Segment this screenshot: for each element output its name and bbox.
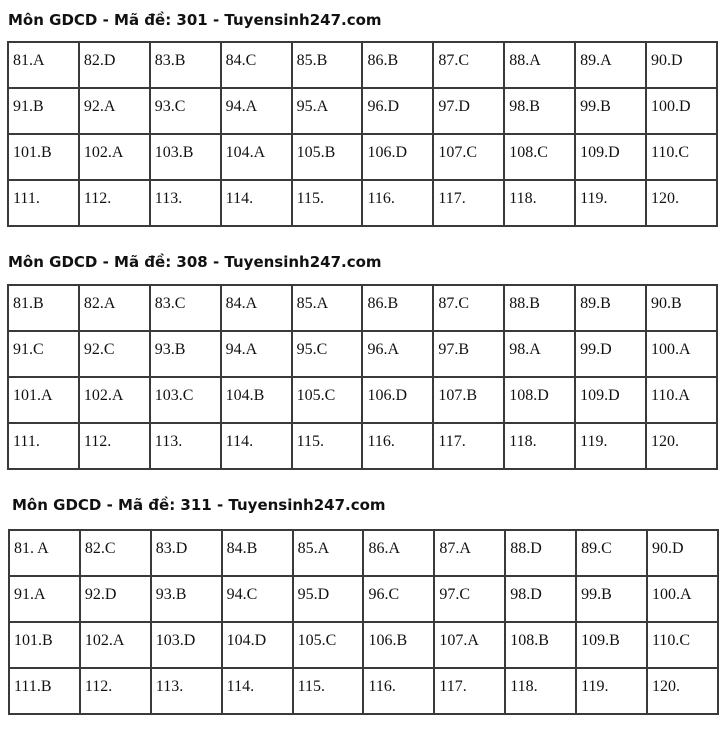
table-row [8,42,717,88]
answer-cell [8,377,79,423]
answer-cell [292,134,363,180]
answer-text: 97.C [439,586,471,603]
answer-cell [434,530,505,576]
answer-cell [363,576,434,622]
answer-text: 117. [439,678,467,695]
answer-cell [150,331,221,377]
answer-cell [647,576,718,622]
answer-text: 105.C [297,632,337,649]
answer-text: 118. [509,433,537,450]
answer-text: 111. [13,190,40,207]
answer-text: 98.A [509,341,541,358]
answer-text: 108.C [509,144,548,161]
answer-text: 93.C [154,98,186,115]
answer-cell [151,622,222,668]
answer-text: 93.B [155,586,187,603]
answer-text: 103.C [154,387,194,404]
answer-text: 99.D [580,341,612,358]
answer-cell [576,668,647,714]
answer-cell [79,285,150,331]
answer-cell [221,42,292,88]
answer-text: 104.A [225,144,266,161]
answer-cell [150,134,221,180]
answer-cell [79,180,150,226]
answer-cell [292,42,363,88]
answer-cell [433,423,504,469]
answer-cell [504,285,575,331]
answer-text: 109.B [581,632,620,649]
answer-text: 101.B [13,144,52,161]
answer-cell [504,377,575,423]
answer-text: 95.C [296,341,328,358]
answer-cell [433,331,504,377]
answer-cell [9,530,80,576]
answer-text: 103.D [155,632,196,649]
answer-cell [8,42,79,88]
answer-cell [222,622,293,668]
answer-cell [362,423,433,469]
answer-cell [150,180,221,226]
answer-text: 107.C [438,144,478,161]
answer-cell [575,88,646,134]
answer-text: 82.C [84,540,116,557]
answer-cell [151,530,222,576]
answer-text: 97.D [438,98,470,115]
answer-text: 113. [154,190,183,207]
answer-text: 102.A [83,144,124,161]
answer-text: 95.D [297,586,330,603]
answer-text: 109.D [580,144,620,161]
answer-text: 85.A [296,295,329,312]
answer-text: 90.D [651,52,683,69]
answer-text: 116. [367,190,395,207]
answer-text: 102.A [83,387,124,404]
answer-table [7,284,718,470]
answer-cell [504,423,575,469]
answer-text: 94.A [225,341,258,358]
answer-cell [433,285,504,331]
answer-cell [575,285,646,331]
answer-text: 93.B [154,341,186,358]
answer-text: 111. [13,433,40,450]
table-row [8,423,717,469]
answer-cell [221,423,292,469]
answer-cell [434,622,505,668]
answer-text: 96.A [367,341,400,358]
answer-cell [8,423,79,469]
answer-cell [79,134,150,180]
answer-text: 97.B [438,341,470,358]
answer-cell [646,331,717,377]
answer-cell [222,668,293,714]
answer-cell [293,576,364,622]
answer-cell [292,285,363,331]
answer-text: 86.B [367,52,399,69]
answer-cell [575,331,646,377]
table-row [8,88,717,134]
answer-text: 90.D [652,540,684,557]
answer-cell [362,180,433,226]
answer-cell [362,42,433,88]
answer-text: 120. [651,190,680,207]
answer-text: 88.D [510,540,542,557]
answer-text: 112. [83,190,112,207]
answer-text: 86.B [367,295,399,312]
answer-text: 89.B [580,295,611,312]
answer-text: 81. A [14,540,49,557]
answer-text: 94.C [226,586,258,603]
answer-text: 106.B [368,632,408,649]
answer-cell [150,88,221,134]
answer-text: 119. [580,433,608,450]
answer-text: 110.C [651,144,690,161]
answer-cell [433,377,504,423]
answer-cell [80,622,151,668]
answer-cell [505,668,576,714]
answer-cell [221,285,292,331]
answer-text: 118. [510,678,538,695]
answer-cell [505,576,576,622]
table-row [9,530,718,576]
answer-cell [150,377,221,423]
answer-text: 84.A [225,295,258,312]
answer-cell [646,377,717,423]
answer-text: 103.B [154,144,194,161]
answer-text: 91.B [13,98,44,115]
answer-cell [222,530,293,576]
answer-cell [221,134,292,180]
answer-cell [576,530,647,576]
answer-text: 94.A [225,98,258,115]
answer-cell [150,42,221,88]
answer-text: 83.B [154,52,186,69]
answer-cell [575,42,646,88]
answer-text: 83.D [155,540,188,557]
answer-cell [79,423,150,469]
answer-cell [647,530,718,576]
answer-text: 87.A [439,540,471,557]
answer-cell [504,42,575,88]
answer-text: 114. [226,678,255,695]
answer-cell [433,134,504,180]
section-title: Môn GDCD - Mã đề: 301 - Tuyensinh247.com [8,11,382,29]
answer-text: 111.B [14,678,52,695]
answer-cell [576,622,647,668]
table-row [8,331,717,377]
answer-cell [151,576,222,622]
answer-text: 116. [368,678,396,695]
answer-text: 109.D [580,387,620,404]
answer-text: 119. [580,190,608,207]
answer-cell [363,530,434,576]
answer-text: 85.A [297,540,330,557]
answer-text: 98.D [510,586,542,603]
answer-cell [576,576,647,622]
answer-text: 81.B [13,295,44,312]
answer-text: 106.D [367,387,408,404]
answer-cell [505,530,576,576]
answer-cell [8,331,79,377]
answer-text: 110.C [652,632,691,649]
answer-text: 105.C [296,387,336,404]
answer-cell [362,285,433,331]
answer-cell [293,622,364,668]
answer-text: 106.D [367,144,408,161]
answer-text: 101.B [14,632,53,649]
answer-text: 117. [438,190,466,207]
answer-text: 82.D [83,52,116,69]
answer-table [8,529,719,715]
answer-text: 120. [652,678,681,695]
answer-text: 100.D [651,98,691,115]
answer-cell [150,423,221,469]
table-row [8,377,717,423]
answer-cell [293,530,364,576]
answer-cell [9,622,80,668]
answer-text: 92.C [83,341,115,358]
answer-cell [363,668,434,714]
answer-text: 108.B [510,632,549,649]
answer-cell [646,423,717,469]
answer-text: 91.A [14,586,46,603]
table-row [9,576,718,622]
answer-text: 112. [83,433,112,450]
answer-text: 118. [509,190,537,207]
answer-cell [433,88,504,134]
answer-text: 82.A [83,295,116,312]
answer-cell [8,285,79,331]
answer-text: 105.B [296,144,336,161]
answer-cell [80,530,151,576]
answer-cell [9,668,80,714]
answer-cell [504,180,575,226]
answer-text: 117. [438,433,466,450]
table-row [8,285,717,331]
answer-cell [434,576,505,622]
answer-cell [221,88,292,134]
answer-cell [221,331,292,377]
answer-cell [292,377,363,423]
answer-text: 87.C [438,295,470,312]
answer-cell [9,576,80,622]
section-title: Môn GDCD - Mã đề: 311 - Tuyensinh247.com [12,496,386,514]
answer-text: 89.A [580,52,612,69]
answer-cell [575,180,646,226]
answer-text: 91.C [13,341,44,358]
answer-cell [221,377,292,423]
answer-text: 90.B [651,295,682,312]
answer-cell [79,88,150,134]
answer-text: 81.A [13,52,45,69]
table-row [9,668,718,714]
answer-cell [79,331,150,377]
answer-cell [504,331,575,377]
answer-text: 83.C [154,295,186,312]
answer-text: 114. [225,433,254,450]
answer-cell [292,423,363,469]
answer-text: 104.B [225,387,265,404]
answer-cell [292,331,363,377]
answer-text: 88.B [509,295,540,312]
answer-cell [8,88,79,134]
answer-cell [646,285,717,331]
answer-text: 104.D [226,632,267,649]
answer-text: 98.B [509,98,540,115]
answer-text: 112. [84,678,113,695]
answer-cell [575,377,646,423]
table-row [9,622,718,668]
answer-text: 96.D [367,98,400,115]
answer-cell [434,668,505,714]
answer-text: 95.A [296,98,329,115]
answer-text: 114. [225,190,254,207]
answer-cell [79,42,150,88]
answer-text: 87.C [438,52,470,69]
answer-cell [150,285,221,331]
answer-cell [80,668,151,714]
answer-text: 102.A [84,632,125,649]
answer-table [7,41,718,227]
table-row [8,180,717,226]
answer-cell [79,377,150,423]
section-title: Môn GDCD - Mã đề: 308 - Tuyensinh247.com [8,253,382,271]
answer-text: 92.D [84,586,117,603]
answer-text: 113. [155,678,184,695]
answer-text: 100.A [651,341,691,358]
answer-text: 85.B [296,52,328,69]
answer-cell [151,668,222,714]
answer-cell [433,180,504,226]
answer-cell [362,377,433,423]
answer-text: 119. [581,678,609,695]
answer-cell [292,88,363,134]
answer-text: 115. [296,190,324,207]
answer-cell [221,180,292,226]
answer-text: 84.B [226,540,258,557]
answer-cell [362,331,433,377]
answer-cell [504,88,575,134]
answer-cell [292,180,363,226]
answer-text: 96.C [368,586,400,603]
answer-text: 101.A [13,387,53,404]
answer-cell [363,622,434,668]
answer-text: 99.B [581,586,612,603]
answer-cell [647,668,718,714]
answer-text: 89.C [581,540,612,557]
answer-text: 88.A [509,52,541,69]
answer-cell [646,42,717,88]
answer-text: 92.A [83,98,116,115]
answer-text: 107.B [438,387,478,404]
answer-cell [293,668,364,714]
answer-text: 115. [296,433,324,450]
answer-cell [575,423,646,469]
answer-text: 100.A [652,586,692,603]
answer-cell [646,134,717,180]
answer-cell [646,180,717,226]
answer-text: 108.D [509,387,549,404]
answer-text: 107.A [439,632,479,649]
answer-cell [362,134,433,180]
answer-cell [222,576,293,622]
answer-cell [646,88,717,134]
answer-cell [575,134,646,180]
answer-cell [647,622,718,668]
answer-text: 115. [297,678,325,695]
answer-text: 99.B [580,98,611,115]
answer-cell [362,88,433,134]
answer-text: 110.A [651,387,690,404]
answer-text: 113. [154,433,183,450]
answer-cell [433,42,504,88]
answer-text: 84.C [225,52,257,69]
answer-cell [8,180,79,226]
answer-text: 116. [367,433,395,450]
answer-text: 86.A [368,540,401,557]
answer-text: 120. [651,433,680,450]
table-row [8,134,717,180]
answer-cell [80,576,151,622]
answer-cell [505,622,576,668]
answer-cell [8,134,79,180]
answer-cell [504,134,575,180]
